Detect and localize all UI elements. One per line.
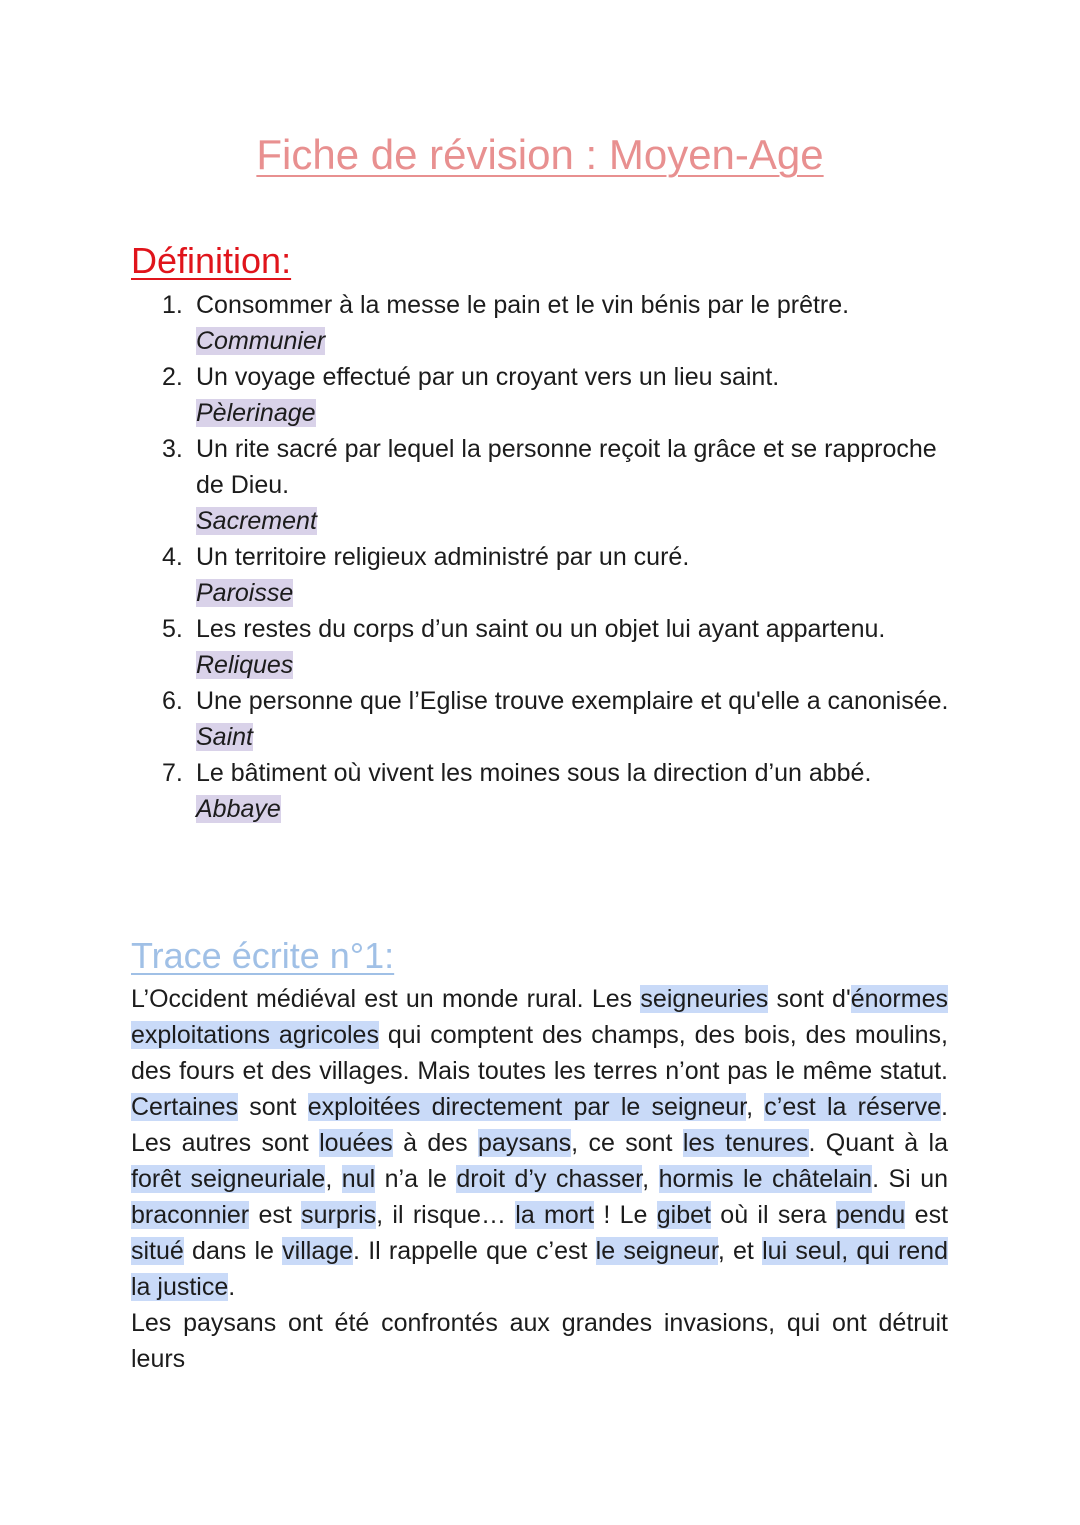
highlighted-text: le seigneur	[595, 1237, 718, 1265]
text-run: qui comptent des champs, des bois, des moulins, des fours et des villages. Mais toutes les terres n’ont pas le même statut.	[131, 1021, 948, 1085]
text-run: à des	[392, 1129, 479, 1157]
text-run: est	[249, 1201, 302, 1229]
trace-heading: Trace écrite n°1:	[131, 935, 395, 976]
item-number: 3.	[162, 435, 183, 463]
text-run: . Les autres sont	[131, 1093, 948, 1157]
definition-item	[0, 287, 1080, 359]
trace-paragraph: Les paysans ont été confrontés aux grandes invasions, qui ont détruit leurs	[131, 1309, 948, 1373]
definition-item	[0, 359, 1080, 431]
highlighted-text: énormes exploitations agricoles	[131, 985, 948, 1049]
text-run: .	[228, 1273, 236, 1301]
highlighted-text: c’est la réserve	[764, 1093, 942, 1121]
page-title: Fiche de révision : Moyen-Age	[256, 131, 824, 178]
definition-list	[0, 287, 1080, 827]
definition-item	[0, 611, 1080, 683]
text-run: sont	[238, 1093, 308, 1121]
text-run: ,	[325, 1165, 342, 1193]
definition-term: Paroisse	[196, 579, 294, 607]
text-run: . Quant à la	[808, 1129, 948, 1157]
text-run: , il risque…	[376, 1201, 516, 1229]
item-number: 1.	[162, 291, 183, 319]
definition-text: Consommer à la messe le pain et le vin bénis par le prêtre.	[196, 291, 850, 319]
highlighted-text: village	[282, 1237, 354, 1265]
text-run: ! Le	[594, 1201, 657, 1229]
item-number: 4.	[162, 543, 183, 571]
text-run: où il sera	[710, 1201, 836, 1229]
text-run: ,	[642, 1165, 659, 1193]
text-run: L’Occident médiéval est un monde rural. Les	[131, 985, 641, 1013]
definition-term: Abbaye	[196, 795, 281, 823]
definition-text: Le bâtiment où vivent les moines sous la direction d’un abbé.	[196, 759, 872, 787]
text-run: n’a le	[375, 1165, 457, 1193]
definition-heading: Définition:	[131, 240, 292, 281]
highlighted-text: lui seul, qui rend la justice	[131, 1237, 948, 1301]
highlighted-text: pendu	[835, 1201, 906, 1229]
text-run: dans le	[183, 1237, 283, 1265]
highlighted-text: Certaines	[131, 1093, 238, 1121]
definition-text: Un territoire religieux administré par un curé.	[196, 543, 690, 571]
definition-item	[0, 431, 1080, 539]
definition-text: Un rite sacré par lequel la personne reçoit la grâce et se rapproche de Dieu.	[196, 435, 937, 499]
definition-item	[0, 539, 1080, 611]
definition-term: Communier	[196, 327, 326, 355]
definition-term: Sacrement	[196, 507, 317, 535]
text-run: sont d'	[768, 985, 851, 1013]
definition-text: Une personne que l’Eglise trouve exemplaire et qu'elle a canonisée.	[196, 687, 949, 715]
highlighted-text: gibet	[656, 1201, 711, 1229]
highlighted-text: droit d’y chasser	[456, 1165, 643, 1193]
highlighted-text: paysans	[478, 1129, 572, 1157]
text-run: , et	[717, 1237, 763, 1265]
item-number: 7.	[162, 759, 183, 787]
highlighted-text: exploitées directement par le seigneur	[307, 1093, 747, 1121]
text-run: , ce sont	[571, 1129, 683, 1157]
highlighted-text: situé	[131, 1237, 184, 1265]
definition-term: Pèlerinage	[196, 399, 316, 427]
trace-text	[131, 981, 948, 1377]
item-number: 2.	[162, 363, 183, 391]
definition-text: Un voyage effectué par un croyant vers un lieu saint.	[196, 363, 780, 391]
text-run: . Il rappelle que c’est	[353, 1237, 596, 1265]
highlighted-text: surpris	[301, 1201, 377, 1229]
definition-item	[0, 755, 1080, 827]
highlighted-text: nul	[341, 1165, 376, 1193]
highlighted-text: braconnier	[131, 1201, 250, 1229]
highlighted-text: seigneuries	[640, 985, 769, 1013]
text-run: est	[905, 1201, 949, 1229]
definition-term: Reliques	[196, 651, 294, 679]
definition-text: Les restes du corps d’un saint ou un objet lui ayant appartenu.	[196, 615, 886, 643]
highlighted-text: louées	[319, 1129, 393, 1157]
highlighted-text: hormis le châtelain	[658, 1165, 873, 1193]
text-run: ,	[746, 1093, 765, 1121]
text-run: . Si un	[872, 1165, 949, 1193]
definition-term: Saint	[196, 723, 253, 751]
trace-paragraph	[131, 981, 948, 1305]
definition-item	[0, 683, 1080, 755]
highlighted-text: forêt seigneuriale	[131, 1165, 326, 1193]
item-number: 5.	[162, 615, 183, 643]
highlighted-text: la mort	[515, 1201, 595, 1229]
highlighted-text: les tenures	[682, 1129, 809, 1157]
item-number: 6.	[162, 687, 183, 715]
